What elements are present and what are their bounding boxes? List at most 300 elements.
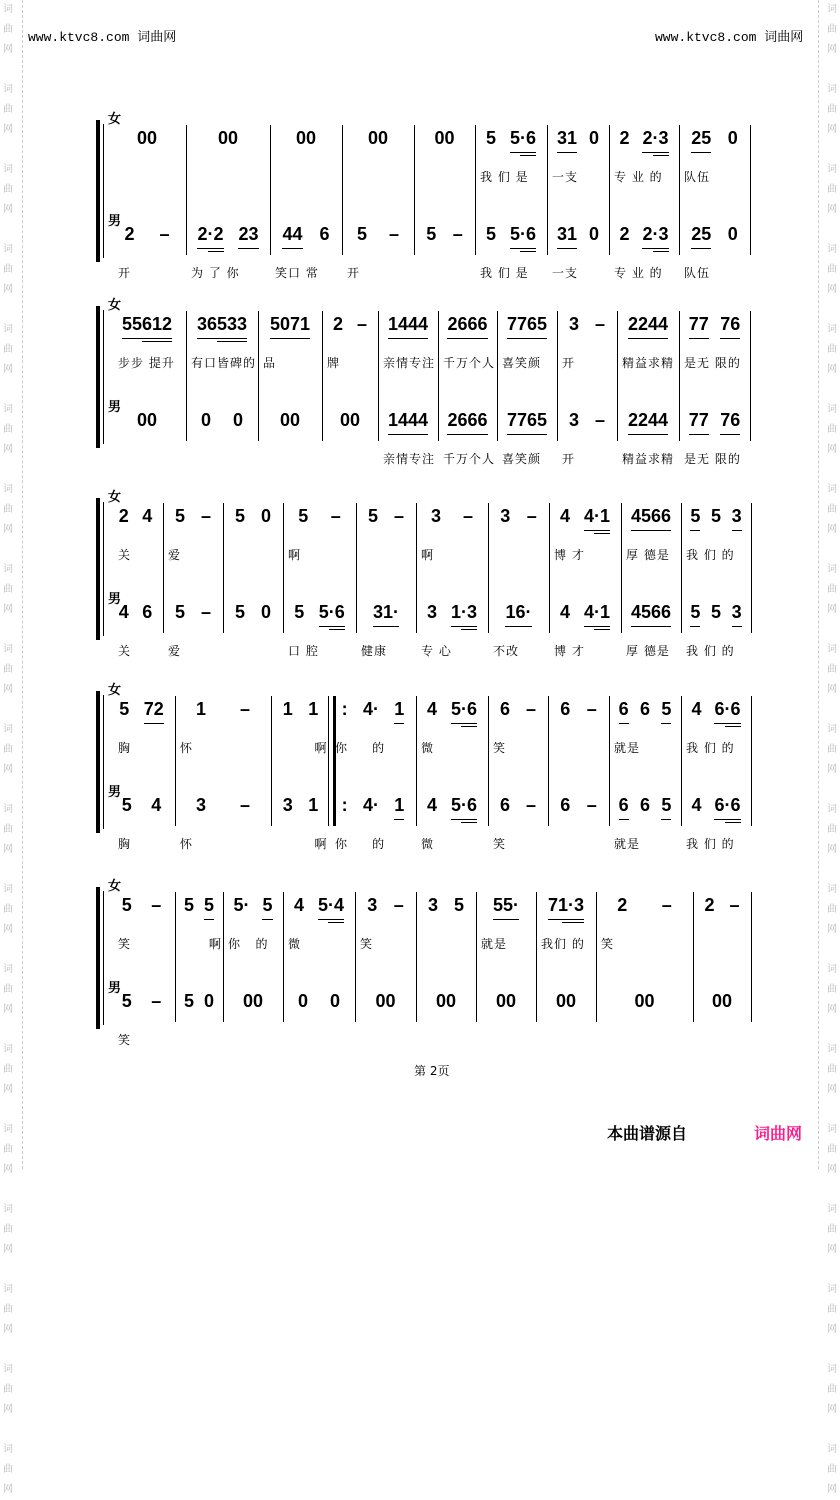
barline: [681, 503, 682, 633]
barline: [378, 311, 379, 441]
note-group: –: [393, 895, 404, 915]
note-group: 1: [394, 795, 404, 820]
male-voice-label: 男: [108, 785, 122, 800]
barline: [681, 696, 682, 826]
female-measure: [227, 506, 279, 530]
note-group: 5·6: [319, 602, 345, 627]
female-measure: [359, 895, 412, 919]
note-group: 2·2: [197, 224, 223, 249]
note-group: 3: [430, 506, 441, 526]
barline: [617, 311, 618, 441]
male-measure: [685, 795, 747, 819]
female-measure: [227, 895, 279, 919]
male-measure: [346, 224, 410, 248]
male-measure: [613, 795, 677, 819]
note-group: 2: [332, 314, 343, 334]
male-lyric: 我 们 是: [480, 266, 529, 280]
note-group: 5: [710, 506, 721, 526]
barline: [751, 696, 752, 826]
male-measure: [697, 991, 747, 1015]
female-measure: [326, 314, 374, 338]
male-lyric: 队伍: [684, 266, 711, 280]
note-group: 2: [619, 128, 630, 148]
note-group: 1: [282, 699, 293, 719]
note-group: 5: [174, 602, 185, 622]
note-group: 1·3: [451, 602, 477, 627]
note-group: –: [525, 699, 536, 719]
note-group: 5·4: [318, 895, 344, 920]
barline: [163, 503, 164, 633]
male-measure: [420, 795, 484, 819]
note-group: 55·: [493, 895, 519, 920]
score-system: [0, 112, 840, 296]
note-group: 6: [639, 699, 650, 719]
note-group: 5: [690, 506, 700, 531]
female-lyric: 笑: [118, 937, 132, 951]
note-group: 4: [691, 795, 702, 815]
barline: [258, 311, 259, 441]
male-lyric: 我 们 的: [686, 644, 735, 658]
note-group: 5: [453, 895, 464, 915]
male-lyric: 我 们 的: [686, 837, 735, 851]
note-group: 00: [339, 410, 361, 430]
female-lyric: 你 的: [335, 741, 386, 755]
note-group: 5: [174, 506, 185, 526]
note-group: –: [452, 224, 463, 244]
male-lyric: 厚 德是: [626, 644, 670, 658]
male-measure: [553, 602, 617, 626]
note-group: 5: [234, 506, 245, 526]
male-lyric: 笑口 常: [275, 266, 319, 280]
system-bracket-line: [103, 695, 104, 829]
note-group: 77: [689, 314, 709, 339]
note-group: 5: [661, 795, 671, 820]
note-group: 5: [298, 506, 309, 526]
female-lyric: 品: [263, 356, 277, 370]
note-group: –: [586, 699, 597, 719]
note-group: 6: [619, 795, 629, 820]
male-lyric: 微: [421, 837, 435, 851]
male-lyric: 关: [118, 644, 132, 658]
note-group: 5: [690, 602, 700, 627]
male-lyric: 为 了 你: [191, 266, 240, 280]
male-lyric: 笑: [118, 1033, 132, 1047]
barline: [548, 696, 549, 826]
male-measure: [492, 795, 544, 819]
note-group: 3: [367, 895, 378, 915]
note-group: 4566: [631, 506, 671, 531]
note-group: 31: [557, 224, 577, 249]
note-group: 00: [136, 410, 158, 430]
barline: [356, 503, 357, 633]
female-measure: [420, 895, 472, 919]
note-group: –: [330, 506, 341, 526]
female-lyric: 啊: [421, 548, 435, 562]
barline: [223, 503, 224, 633]
female-measure: [418, 128, 471, 152]
note-group: –: [526, 506, 537, 526]
note-group: 2: [617, 895, 628, 915]
note-group: 5071: [270, 314, 310, 339]
male-measure: [112, 795, 171, 819]
female-lyric: 千万个人: [443, 356, 496, 370]
female-lyric: 笑: [493, 741, 507, 755]
female-lyric: 亲情专注: [383, 356, 436, 370]
female-measure: [479, 128, 543, 152]
score-system: [0, 490, 840, 674]
note-group: 55612: [122, 314, 172, 339]
note-group: 6: [319, 224, 330, 244]
left-watermark-column: 词 曲 网 词 曲 网 词 曲 网 词 曲 网 词 曲 网 词 曲 网 词 曲 网 词 曲 网 词 曲 网 词 曲 网 词 曲 网 词 曲 网 词 曲 网 词 曲 网 词 曲 网 词 曲 网 词 曲 网 词 曲 网 词 曲 网: [3, 4, 13, 1495]
note-group: 00: [711, 991, 733, 1011]
female-voice-label: 女: [108, 879, 122, 894]
note-group: 4: [151, 795, 162, 815]
note-group: 25: [691, 224, 711, 249]
note-group: 5: [121, 895, 132, 915]
female-measure: [561, 314, 613, 338]
female-measure: [420, 699, 484, 723]
female-measure: [551, 128, 605, 152]
female-measure: [685, 699, 747, 723]
note-group: 4: [691, 699, 702, 719]
male-measure: [275, 795, 326, 819]
score-system: [0, 879, 840, 1063]
note-group: 4: [426, 699, 437, 719]
female-lyric: 我 们 的: [686, 548, 735, 562]
barline: [271, 696, 272, 826]
male-measure: [561, 410, 613, 434]
male-measure: [442, 410, 493, 434]
note-group: 0: [588, 224, 599, 244]
male-measure: [287, 602, 352, 626]
note-group: –: [200, 506, 211, 526]
barline: [750, 125, 751, 255]
male-voice-label: 男: [108, 400, 122, 415]
note-group: 4: [293, 895, 304, 915]
note-group: 5: [294, 602, 305, 622]
note-group: 2·3: [642, 128, 668, 153]
header-left: [28, 26, 176, 45]
note-group: 2666: [447, 314, 487, 339]
barline: [186, 125, 187, 255]
male-measure: [262, 410, 318, 434]
note-group: 7765: [507, 314, 547, 339]
female-measure: [683, 314, 746, 338]
barline: [750, 311, 751, 441]
note-group: 5: [234, 602, 245, 622]
female-measure: [360, 506, 412, 530]
female-measure: [346, 128, 410, 152]
note-group: 4566: [631, 602, 671, 627]
barline: [751, 892, 752, 1022]
note-group: 5: [262, 895, 272, 920]
note-group: 3: [500, 506, 511, 526]
note-group: 6: [619, 699, 629, 724]
female-measure: [501, 314, 553, 338]
note-group: 5: [426, 224, 437, 244]
female-measure: [179, 699, 267, 723]
note-group: 4: [559, 506, 570, 526]
note-group: 2: [118, 506, 129, 526]
female-measure: [442, 314, 493, 338]
barline: [557, 311, 558, 441]
note-group: 0: [200, 410, 211, 430]
female-lyric: 牌: [327, 356, 341, 370]
female-measure: [492, 699, 544, 723]
male-measure: [287, 991, 351, 1015]
female-lyric: 笑: [360, 937, 374, 951]
note-group: 31: [557, 128, 577, 153]
note-group: 3: [282, 795, 293, 815]
note-group: 4: [142, 506, 153, 526]
female-lyric: 你 的: [228, 937, 269, 951]
male-measure: [167, 602, 219, 626]
male-lyric: 博 才: [554, 644, 585, 658]
page-number: 第 2页: [414, 1064, 450, 1078]
note-group: 6: [639, 795, 650, 815]
note-group: –: [151, 895, 162, 915]
note-group: 1: [308, 795, 319, 815]
male-lyric: 健康: [361, 644, 388, 658]
note-group: 0: [329, 991, 340, 1011]
female-measure: [685, 506, 747, 530]
note-group: –: [239, 795, 250, 815]
note-group: 2666: [447, 410, 487, 435]
female-measure: [420, 506, 484, 530]
male-lyric: 专 业 的: [614, 266, 663, 280]
note-group: 00: [367, 128, 389, 148]
note-group: 2: [124, 224, 135, 244]
note-group: 2244: [628, 314, 668, 339]
female-measure: [190, 314, 254, 338]
site-url[interactable]: www.ktvc8.com: [28, 30, 130, 45]
male-lyric: 精益求精: [622, 452, 675, 466]
male-lyric: 笑: [493, 837, 507, 851]
female-lyric: 有口皆碑的: [191, 356, 257, 370]
note-group: 0: [232, 410, 243, 430]
male-measure: [551, 224, 605, 248]
male-measure: [190, 410, 254, 434]
note-group: 2·3: [642, 224, 668, 249]
male-measure: [480, 991, 532, 1015]
male-measure: [112, 991, 171, 1015]
male-lyric: 怀: [180, 837, 194, 851]
male-lyric: 喜笑颜: [502, 452, 542, 466]
female-lyric: 胸: [118, 741, 132, 755]
note-group: 6·6: [714, 699, 740, 724]
note-group: –: [729, 895, 740, 915]
note-group: 0: [260, 506, 271, 526]
female-measure: [190, 128, 266, 152]
barline: [621, 503, 622, 633]
female-measure: [274, 128, 338, 152]
female-measure: [540, 895, 592, 919]
note-group: 44: [282, 224, 302, 249]
note-group: 5·: [233, 895, 250, 915]
note-group: 1: [394, 699, 404, 724]
system-bracket: [96, 887, 100, 1029]
female-lyric: 微: [421, 741, 435, 755]
male-measure: [190, 224, 266, 248]
male-measure: [382, 410, 434, 434]
male-measure: [334, 795, 412, 819]
note-group: 6: [499, 795, 510, 815]
barline: [549, 503, 550, 633]
male-lyric: 一支: [552, 266, 579, 280]
note-group: 4: [426, 795, 437, 815]
male-measure: [112, 410, 182, 434]
barline: [355, 892, 356, 1022]
male-lyric: 你 的: [335, 837, 386, 851]
male-measure: [359, 991, 412, 1015]
note-group: 0: [727, 128, 738, 148]
female-voice-label: 女: [108, 298, 122, 313]
male-lyric: 不改: [493, 644, 520, 658]
note-group: 3: [195, 795, 206, 815]
note-group: 71·3: [548, 895, 584, 920]
female-lyric: 队伍: [684, 170, 711, 184]
barline: [416, 892, 417, 1022]
male-lyric: 是无 限的: [684, 452, 741, 466]
male-measure: [479, 224, 543, 248]
barline: [283, 892, 284, 1022]
barline: [438, 311, 439, 441]
female-lyric: 精益求精: [622, 356, 675, 370]
female-lyric: 啊: [180, 937, 222, 951]
note-group: –: [239, 699, 250, 719]
male-voice-label: 男: [108, 214, 122, 229]
note-group: 3: [568, 314, 579, 334]
male-measure: [227, 991, 279, 1015]
male-voice-label: 男: [108, 592, 122, 607]
site-url[interactable]: www.ktvc8.com: [655, 30, 757, 45]
note-group: 1444: [388, 314, 428, 339]
note-group: 5: [204, 895, 214, 920]
note-group: 23: [238, 224, 258, 249]
note-group: 6: [560, 699, 571, 719]
note-group: –: [151, 991, 162, 1011]
barline: [414, 125, 415, 255]
note-group: 2: [619, 224, 630, 244]
female-voice-label: 女: [108, 683, 122, 698]
female-lyric: 关: [118, 548, 132, 562]
note-group: –: [586, 795, 597, 815]
note-group: 0: [727, 224, 738, 244]
female-voice-label: 女: [108, 112, 122, 127]
note-group: 5: [121, 795, 132, 815]
female-measure: [697, 895, 747, 919]
source-label: 本曲谱源自: [607, 1124, 688, 1143]
male-measure: [621, 410, 675, 434]
note-group: 00: [217, 128, 239, 148]
female-lyric: 啊: [288, 548, 302, 562]
note-group: 00: [375, 991, 396, 1011]
note-group: 00: [136, 128, 158, 148]
barline: [186, 311, 187, 441]
female-measure: [287, 895, 351, 919]
female-measure: [552, 699, 605, 723]
note-group: 5: [183, 895, 194, 915]
brand-logo[interactable]: 词曲网: [754, 1124, 803, 1143]
note-group: 4·1: [584, 602, 610, 627]
note-group: 0: [203, 991, 214, 1011]
male-lyric: 爱: [168, 644, 182, 658]
barline: [596, 892, 597, 1022]
male-measure: [685, 602, 747, 626]
right-watermark-column: 词 曲 网 词 曲 网 词 曲 网 词 曲 网 词 曲 网 词 曲 网 词 曲 网 词 曲 网 词 曲 网 词 曲 网 词 曲 网 词 曲 网 词 曲 网 词 曲 网 词 曲 网 词 曲 网 词 曲 网 词 曲 网 词 曲 网: [827, 4, 837, 1495]
male-measure: [326, 410, 374, 434]
system-bracket-line: [103, 124, 104, 258]
female-measure: [625, 506, 677, 530]
male-measure: [274, 224, 338, 248]
note-group: 5: [183, 991, 194, 1011]
note-group: 6: [499, 699, 510, 719]
male-lyric: 啊: [276, 837, 328, 851]
female-lyric: 笑: [601, 937, 615, 951]
note-group: 72: [144, 699, 164, 724]
note-group: 25: [691, 128, 711, 153]
barline: [223, 892, 224, 1022]
female-lyric: 开: [562, 356, 576, 370]
female-measure: [480, 895, 532, 919]
note-group: 3: [568, 410, 579, 430]
site-name: 词曲网: [764, 30, 804, 45]
female-lyric: 我 们 的: [686, 741, 735, 755]
note-group: 7765: [507, 410, 547, 435]
female-measure: [613, 128, 675, 152]
note-group: 2: [704, 895, 715, 915]
female-lyric: 就是: [614, 741, 641, 755]
female-lyric: 厚 德是: [626, 548, 670, 562]
female-lyric: 一支: [552, 170, 579, 184]
note-group: 2244: [628, 410, 668, 435]
note-group: –: [393, 506, 404, 526]
male-lyric: 千万个人: [443, 452, 496, 466]
female-measure: [287, 506, 352, 530]
female-measure: [382, 314, 434, 338]
barline: [609, 125, 610, 255]
note-group: 1444: [388, 410, 428, 435]
note-group: –: [594, 410, 605, 430]
barline: [547, 125, 548, 255]
female-lyric: 步步 提升: [118, 356, 175, 370]
note-group: 00: [555, 991, 577, 1011]
female-measure: [112, 699, 171, 723]
female-lyric: 爱: [168, 548, 182, 562]
barline: [488, 503, 489, 633]
system-bracket-line: [103, 502, 104, 636]
note-group: 6·6: [714, 795, 740, 820]
note-group: 5: [367, 506, 378, 526]
barline: [322, 311, 323, 441]
barline: [679, 311, 680, 441]
system-bracket-line: [103, 891, 104, 1025]
male-measure: [625, 602, 677, 626]
note-group: 00: [279, 410, 301, 430]
note-group: 16·: [505, 602, 531, 627]
barline: [693, 892, 694, 1022]
female-measure: [275, 699, 326, 723]
system-bracket: [96, 120, 100, 262]
note-group: 3: [427, 895, 438, 915]
female-lyric: 啊: [276, 741, 328, 755]
note-group: 0: [260, 602, 271, 622]
barline: [488, 696, 489, 826]
female-measure: [262, 314, 318, 338]
note-group: 31·: [373, 602, 399, 627]
note-group: 4·: [362, 699, 379, 719]
barline: [475, 125, 476, 255]
